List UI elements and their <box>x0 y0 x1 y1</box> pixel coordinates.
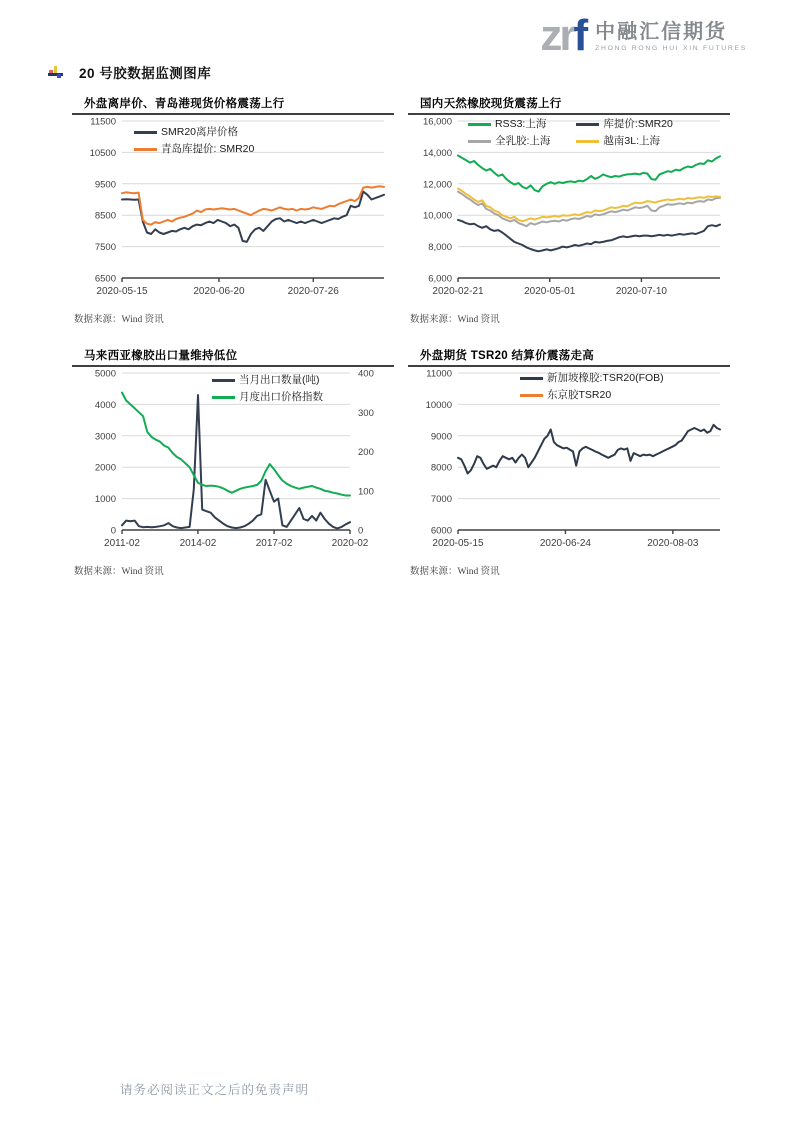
legend-swatch <box>212 396 235 399</box>
legend-label: 月度出口价格指数 <box>239 391 323 403</box>
chart-title: 外盘期货 TSR20 结算价震荡走高 <box>408 347 730 367</box>
legend-item <box>134 125 254 139</box>
y-axis-tick-label: 11000 <box>426 368 452 380</box>
legend-label: 库提价:SMR20 <box>603 118 673 130</box>
legend-swatch <box>134 148 157 151</box>
y-axis-tick-label: 8,000 <box>428 242 452 254</box>
legend-swatch <box>134 131 157 134</box>
company-name-en: ZHONG RONG HUI XIN FUTURES <box>595 45 747 52</box>
x-axis-tick-label: 2020-06-20 <box>193 286 245 297</box>
legend-swatch <box>212 379 235 382</box>
y-axis-tick-label: 6500 <box>94 273 116 285</box>
y2-axis-tick-label: 100 <box>358 486 374 498</box>
legend-item <box>134 142 254 156</box>
y-axis-tick-label: 8000 <box>430 462 452 474</box>
data-source: 数据来源：Wind 资讯 <box>74 315 164 325</box>
legend-label: 东京胶TSR20 <box>547 389 612 401</box>
y2-axis-tick-label: 400 <box>358 368 374 380</box>
x-axis-tick-label: 2020-05-15 <box>96 286 148 297</box>
y-axis-tick-label: 9000 <box>430 431 452 443</box>
series-line <box>122 192 384 242</box>
y-axis-tick-label: 4000 <box>94 399 116 411</box>
chart-plot-area <box>72 367 394 562</box>
x-axis-tick-label: 2020-07-26 <box>287 286 339 297</box>
x-axis-tick-label: 2011-02 <box>104 538 140 549</box>
chart-malaysia-export <box>72 347 394 577</box>
x-axis-tick-label: 2020-02 <box>331 538 369 549</box>
legend-swatch <box>520 394 543 397</box>
logo-f: f <box>573 11 586 60</box>
chart-legend <box>134 125 254 156</box>
legend-item <box>212 390 323 404</box>
y-axis-tick-label: 16,000 <box>422 116 452 128</box>
legend-item <box>576 134 672 148</box>
x-axis-tick-label: 2014-02 <box>179 538 217 549</box>
series-line <box>458 425 720 474</box>
legend-label: SMR20离岸价格 <box>161 126 239 138</box>
y-axis-tick-label: 9500 <box>94 179 116 191</box>
data-source: 数据来源：Wind 资讯 <box>410 567 500 577</box>
legend-swatch <box>576 123 599 126</box>
legend-item <box>576 117 672 131</box>
series-line <box>458 192 720 227</box>
legend-label: RSS3:上海 <box>495 118 547 130</box>
y2-axis-tick-label: 300 <box>358 407 374 419</box>
company-logo <box>540 11 747 60</box>
chart-legend <box>468 117 673 148</box>
y-axis-tick-label: 7000 <box>430 494 452 506</box>
series-line <box>122 393 350 496</box>
legend-swatch <box>468 140 491 143</box>
chart-title: 外盘离岸价、青岛港现货价格震荡上行 <box>72 95 394 115</box>
charts-grid <box>72 95 730 577</box>
data-source: 数据来源：Wind 资讯 <box>410 315 500 325</box>
y-axis-tick-label: 6000 <box>430 525 452 537</box>
chart-plot-area <box>72 115 394 310</box>
disclaimer-footer: 请务必阅读正文之后的免责声明 <box>120 1083 310 1097</box>
section-bullet-icon <box>48 66 63 79</box>
legend-label: 全乳胶:上海 <box>495 135 551 147</box>
chart-legend <box>520 371 664 402</box>
y-axis-tick-label: 6,000 <box>428 273 452 285</box>
series-line <box>122 395 350 528</box>
y-axis-tick-label: 0 <box>110 525 116 537</box>
section-title: 20 号胶数据监测图库 <box>79 66 212 81</box>
legend-label: 新加坡橡胶:TSR20(FOB) <box>547 372 664 384</box>
x-axis-tick-label: 2017-02 <box>255 538 293 549</box>
logo-zrf-mark <box>540 11 586 60</box>
legend-swatch <box>468 123 491 126</box>
y-axis-tick-label: 1000 <box>94 494 116 506</box>
y-axis-tick-label: 12,000 <box>422 179 452 191</box>
company-name-cn: 中融汇信期货 <box>595 21 728 43</box>
y-axis-tick-label: 11500 <box>90 116 116 128</box>
x-axis-tick-label: 2020-02-21 <box>432 286 484 297</box>
chart-offshore-qingdao <box>72 95 394 325</box>
y2-axis-tick-label: 0 <box>358 525 364 537</box>
y2-axis-tick-label: 200 <box>358 447 374 458</box>
chart-title: 国内天然橡胶现货震荡上行 <box>408 95 730 115</box>
y-axis-tick-label: 10500 <box>89 147 116 159</box>
x-axis-tick-label: 2020-06-24 <box>539 538 591 549</box>
y-axis-tick-label: 7500 <box>94 242 116 254</box>
chart-plot-area <box>408 367 730 562</box>
legend-label: 越南3L:上海 <box>603 135 661 147</box>
data-source: 数据来源：Wind 资讯 <box>74 567 164 577</box>
legend-swatch <box>576 140 599 143</box>
legend-swatch <box>520 377 543 380</box>
chart-tsr20-futures <box>408 347 730 577</box>
chart-plot-area <box>408 115 730 310</box>
legend-label: 青岛库提价: SMR20 <box>161 143 255 155</box>
y-axis-tick-label: 10000 <box>425 399 452 411</box>
y-axis-tick-label: 5000 <box>94 368 116 380</box>
y-axis-tick-label: 14,000 <box>422 147 452 159</box>
y-axis-tick-label: 10,000 <box>422 210 452 222</box>
series-line <box>458 156 720 192</box>
legend-item <box>520 388 664 402</box>
legend-item <box>520 371 664 385</box>
x-axis-tick-label: 2020-08-03 <box>647 538 699 549</box>
y-axis-tick-label: 3000 <box>94 431 116 443</box>
y-axis-tick-label: 8500 <box>94 210 116 222</box>
x-axis-tick-label: 2020-07-10 <box>615 286 667 297</box>
logo-zr: zr <box>540 11 574 60</box>
legend-item <box>212 373 323 387</box>
x-axis-tick-label: 2020-05-01 <box>524 286 576 297</box>
legend-item <box>468 134 550 148</box>
chart-domestic-spot <box>408 95 730 325</box>
legend-label: 当月出口数量(吨) <box>239 374 320 386</box>
logo-text <box>595 18 747 54</box>
section-heading <box>48 62 211 82</box>
chart-title: 马来西亚橡胶出口量维持低位 <box>72 347 394 367</box>
x-axis-tick-label: 2020-05-15 <box>432 538 484 549</box>
legend-item <box>468 117 550 131</box>
y-axis-tick-label: 2000 <box>94 462 116 474</box>
chart-legend <box>212 373 323 404</box>
series-line <box>122 186 384 224</box>
